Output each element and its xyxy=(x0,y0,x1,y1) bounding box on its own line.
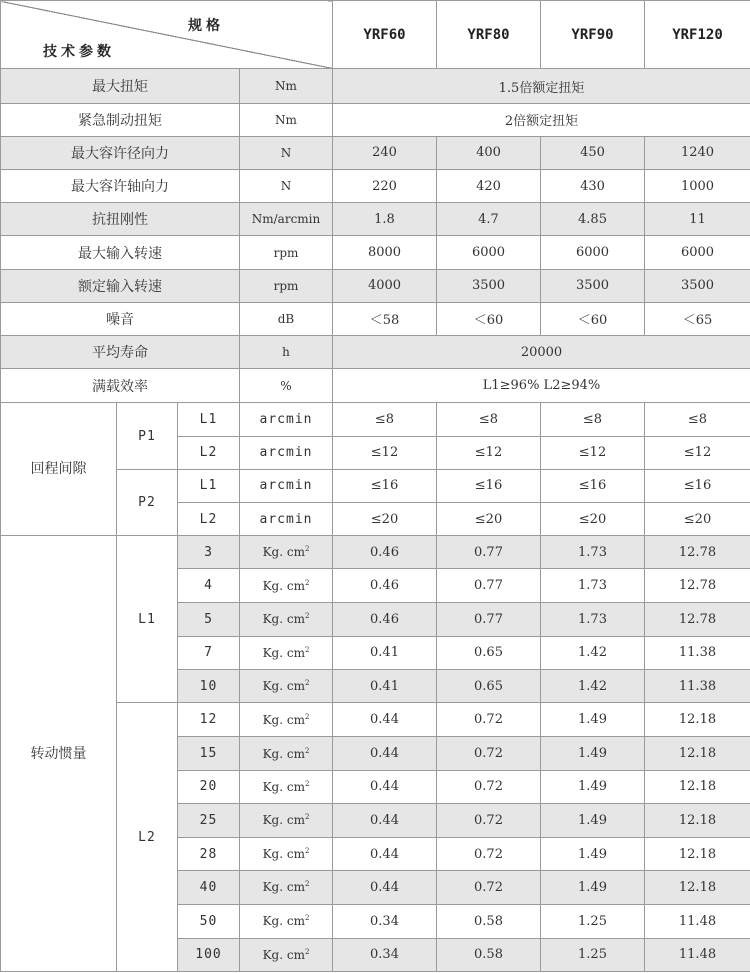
inertia-unit-cell xyxy=(240,938,333,971)
param-header-label: 技术参数 xyxy=(43,44,115,60)
spec-row-axial-force xyxy=(1,170,750,203)
inertia-value: 0.72 xyxy=(437,838,541,871)
inertia-value: 1.42 xyxy=(541,636,645,669)
backlash-value: ≤16 xyxy=(437,469,541,502)
value-cell: 400 xyxy=(437,136,541,169)
row-unit: dB xyxy=(240,302,333,335)
unit-base: Kg. cm xyxy=(262,645,305,660)
ratio-cell: 4 xyxy=(178,569,240,602)
inertia-group-label: L1 xyxy=(117,536,178,703)
row-label: 满载效率 xyxy=(1,369,240,403)
backlash-value: ≤20 xyxy=(541,503,645,536)
value-cell: 430 xyxy=(541,170,645,203)
spec-row-life xyxy=(1,336,750,369)
inertia-value: 1.73 xyxy=(541,569,645,602)
inertia-value: 0.77 xyxy=(437,602,541,636)
backlash-group-label: P1 xyxy=(117,403,178,469)
ratio-cell: 20 xyxy=(178,770,240,803)
inertia-value: 12.78 xyxy=(645,602,750,636)
model-header-yrf120: YRF120 xyxy=(645,1,750,69)
value-cell: 3500 xyxy=(541,269,645,302)
inertia-value: 12.18 xyxy=(645,871,750,904)
row-label: 最大容许轴向力 xyxy=(1,170,240,203)
inertia-value: 1.73 xyxy=(541,536,645,569)
value-cell: 450 xyxy=(541,136,645,169)
backlash-value: ≤16 xyxy=(333,469,437,502)
backlash-value: ≤20 xyxy=(333,503,437,536)
inertia-value: 12.18 xyxy=(645,703,750,737)
unit-base: Kg. cm xyxy=(262,578,305,593)
unit-base: Kg. cm xyxy=(262,679,305,694)
merged-value-cell: 20000 xyxy=(333,336,750,369)
value-cell: 4.85 xyxy=(541,203,645,236)
inertia-label: 转动惯量 xyxy=(1,536,117,972)
inertia-value: 0.72 xyxy=(437,803,541,837)
backlash-group-label: P2 xyxy=(117,469,178,535)
inertia-value: 0.34 xyxy=(333,904,437,938)
inertia-value: 0.44 xyxy=(333,703,437,737)
inertia-unit-cell xyxy=(240,803,333,837)
inertia-unit-cell xyxy=(240,569,333,602)
ratio-cell: 40 xyxy=(178,871,240,904)
backlash-unit: arcmin xyxy=(240,436,333,469)
inertia-value: 0.46 xyxy=(333,602,437,636)
value-cell: 1.8 xyxy=(333,203,437,236)
backlash-value: ≤8 xyxy=(645,403,750,436)
backlash-value: ≤12 xyxy=(541,436,645,469)
ratio-cell: 25 xyxy=(178,803,240,837)
spec-row-max-torque xyxy=(1,69,750,103)
ratio-cell: 10 xyxy=(178,670,240,703)
backlash-value: ≤8 xyxy=(333,403,437,436)
unit-base: Kg. cm xyxy=(262,914,305,929)
inertia-value: 1.73 xyxy=(541,602,645,636)
inertia-unit-cell xyxy=(240,636,333,669)
merged-value-cell: L1≥96% L2≥94% xyxy=(333,369,750,403)
backlash-unit: arcmin xyxy=(240,469,333,502)
spec-row-rated-input-speed xyxy=(1,269,750,302)
backlash-value: ≤8 xyxy=(541,403,645,436)
row-label: 平均寿命 xyxy=(1,336,240,369)
backlash-label: 回程间隙 xyxy=(1,403,117,536)
row-label: 抗扭刚性 xyxy=(1,203,240,236)
value-cell: 6000 xyxy=(541,236,645,269)
stage-cell: L2 xyxy=(178,436,240,469)
ratio-cell: 3 xyxy=(178,536,240,569)
inertia-value: 0.44 xyxy=(333,803,437,837)
inertia-value: 0.72 xyxy=(437,703,541,737)
inertia-value: 0.72 xyxy=(437,770,541,803)
spec-row-radial-force xyxy=(1,136,750,169)
inertia-value: 0.44 xyxy=(333,871,437,904)
backlash-value: ≤16 xyxy=(541,469,645,502)
row-unit: Nm xyxy=(240,69,333,103)
inertia-value: 12.78 xyxy=(645,569,750,602)
unit-base: Kg. cm xyxy=(262,779,305,794)
unit-base: Kg. cm xyxy=(262,746,305,761)
inertia-value: 11.48 xyxy=(645,904,750,938)
inertia-group-label: L2 xyxy=(117,703,178,972)
value-cell: ＜58 xyxy=(333,302,437,335)
inertia-value: 0.72 xyxy=(437,871,541,904)
value-cell: 4.7 xyxy=(437,203,541,236)
unit-base: Kg. cm xyxy=(262,813,305,828)
unit-superscript: 2 xyxy=(304,679,310,688)
row-label: 噪音 xyxy=(1,302,240,335)
spec-row-emergency-torque xyxy=(1,103,750,136)
inertia-value: 1.49 xyxy=(541,838,645,871)
inertia-value: 0.72 xyxy=(437,737,541,770)
backlash-value: ≤20 xyxy=(645,503,750,536)
unit-base: Kg. cm xyxy=(262,612,305,627)
unit-superscript: 2 xyxy=(304,847,310,856)
inertia-value: 12.78 xyxy=(645,536,750,569)
row-unit: N xyxy=(240,136,333,169)
inertia-value: 1.49 xyxy=(541,703,645,737)
stage-cell: L1 xyxy=(178,469,240,502)
header-corner-cell xyxy=(1,1,333,69)
unit-base: Kg. cm xyxy=(262,947,305,962)
row-unit: rpm xyxy=(240,269,333,302)
unit-superscript: 2 xyxy=(304,645,310,654)
inertia-unit-cell xyxy=(240,871,333,904)
model-header-yrf80: YRF80 xyxy=(437,1,541,69)
inertia-unit-cell xyxy=(240,904,333,938)
inertia-value: 1.25 xyxy=(541,904,645,938)
value-cell: ＜60 xyxy=(437,302,541,335)
backlash-unit: arcmin xyxy=(240,403,333,436)
inertia-value: 0.65 xyxy=(437,636,541,669)
row-label: 最大扭矩 xyxy=(1,69,240,103)
unit-superscript: 2 xyxy=(304,880,310,889)
value-cell: 3500 xyxy=(437,269,541,302)
inertia-value: 0.34 xyxy=(333,938,437,971)
ratio-cell: 5 xyxy=(178,602,240,636)
backlash-value: ≤20 xyxy=(437,503,541,536)
ratio-cell: 28 xyxy=(178,838,240,871)
value-cell: 1240 xyxy=(645,136,750,169)
value-cell: 6000 xyxy=(645,236,750,269)
ratio-cell: 7 xyxy=(178,636,240,669)
backlash-value: ≤16 xyxy=(645,469,750,502)
row-label: 紧急制动扭矩 xyxy=(1,103,240,136)
inertia-row xyxy=(1,536,750,569)
unit-base: Kg. cm xyxy=(262,545,305,560)
inertia-unit-cell xyxy=(240,703,333,737)
value-cell: 8000 xyxy=(333,236,437,269)
value-cell: 4000 xyxy=(333,269,437,302)
inertia-value: 0.44 xyxy=(333,770,437,803)
backlash-value: ≤8 xyxy=(437,403,541,436)
ratio-cell: 50 xyxy=(178,904,240,938)
row-unit: h xyxy=(240,336,333,369)
inertia-value: 11.38 xyxy=(645,636,750,669)
spec-header-label: 规格 xyxy=(188,18,224,34)
row-label: 最大输入转速 xyxy=(1,236,240,269)
value-cell: 11 xyxy=(645,203,750,236)
row-unit: N xyxy=(240,170,333,203)
inertia-value: 12.18 xyxy=(645,838,750,871)
inertia-unit-cell xyxy=(240,737,333,770)
header-row xyxy=(1,1,750,69)
unit-superscript: 2 xyxy=(304,947,310,956)
inertia-value: 12.18 xyxy=(645,770,750,803)
inertia-value: 0.44 xyxy=(333,838,437,871)
unit-superscript: 2 xyxy=(304,779,310,788)
stage-cell: L2 xyxy=(178,503,240,536)
row-unit: % xyxy=(240,369,333,403)
inertia-value: 1.49 xyxy=(541,803,645,837)
unit-base: Kg. cm xyxy=(262,847,305,862)
inertia-value: 11.38 xyxy=(645,670,750,703)
backlash-value: ≤12 xyxy=(645,436,750,469)
unit-superscript: 2 xyxy=(304,914,310,923)
inertia-value: 0.58 xyxy=(437,904,541,938)
inertia-unit-cell xyxy=(240,838,333,871)
unit-superscript: 2 xyxy=(304,746,310,755)
inertia-value: 0.41 xyxy=(333,636,437,669)
inertia-value: 0.58 xyxy=(437,938,541,971)
spec-row-torsional-rigidity xyxy=(1,203,750,236)
merged-value-cell: 2倍额定扭矩 xyxy=(333,103,750,136)
inertia-value: 1.42 xyxy=(541,670,645,703)
model-header-yrf60: YRF60 xyxy=(333,1,437,69)
unit-superscript: 2 xyxy=(304,545,310,554)
inertia-value: 0.46 xyxy=(333,536,437,569)
value-cell: 6000 xyxy=(437,236,541,269)
inertia-unit-cell xyxy=(240,536,333,569)
ratio-cell: 15 xyxy=(178,737,240,770)
unit-superscript: 2 xyxy=(304,813,310,822)
model-header-yrf90: YRF90 xyxy=(541,1,645,69)
value-cell: 220 xyxy=(333,170,437,203)
row-unit: rpm xyxy=(240,236,333,269)
inertia-value: 0.44 xyxy=(333,737,437,770)
backlash-unit: arcmin xyxy=(240,503,333,536)
inertia-value: 0.46 xyxy=(333,569,437,602)
unit-superscript: 2 xyxy=(304,578,310,587)
ratio-cell: 12 xyxy=(178,703,240,737)
row-label: 额定输入转速 xyxy=(1,269,240,302)
value-cell: 1000 xyxy=(645,170,750,203)
spec-row-max-input-speed xyxy=(1,236,750,269)
inertia-value: 0.77 xyxy=(437,569,541,602)
ratio-cell: 100 xyxy=(178,938,240,971)
inertia-unit-cell xyxy=(240,602,333,636)
inertia-value: 0.41 xyxy=(333,670,437,703)
inertia-unit-cell xyxy=(240,770,333,803)
inertia-value: 1.49 xyxy=(541,770,645,803)
value-cell: 3500 xyxy=(645,269,750,302)
unit-base: Kg. cm xyxy=(262,712,305,727)
inertia-value: 12.18 xyxy=(645,737,750,770)
inertia-value: 12.18 xyxy=(645,803,750,837)
stage-cell: L1 xyxy=(178,403,240,436)
unit-superscript: 2 xyxy=(304,712,310,721)
backlash-row xyxy=(1,403,750,436)
value-cell: ＜65 xyxy=(645,302,750,335)
value-cell: ＜60 xyxy=(541,302,645,335)
spec-row-efficiency xyxy=(1,369,750,403)
spec-row-noise xyxy=(1,302,750,335)
unit-base: Kg. cm xyxy=(262,880,305,895)
row-unit: Nm/arcmin xyxy=(240,203,333,236)
row-label: 最大容许径向力 xyxy=(1,136,240,169)
inertia-value: 1.49 xyxy=(541,737,645,770)
merged-value-cell: 1.5倍额定扭矩 xyxy=(333,69,750,103)
value-cell: 420 xyxy=(437,170,541,203)
inertia-value: 1.49 xyxy=(541,871,645,904)
inertia-value: 1.25 xyxy=(541,938,645,971)
unit-superscript: 2 xyxy=(304,612,310,621)
inertia-value: 0.77 xyxy=(437,536,541,569)
backlash-value: ≤12 xyxy=(333,436,437,469)
inertia-unit-cell xyxy=(240,670,333,703)
backlash-value: ≤12 xyxy=(437,436,541,469)
inertia-value: 0.65 xyxy=(437,670,541,703)
inertia-value: 11.48 xyxy=(645,938,750,971)
value-cell: 240 xyxy=(333,136,437,169)
row-unit: Nm xyxy=(240,103,333,136)
